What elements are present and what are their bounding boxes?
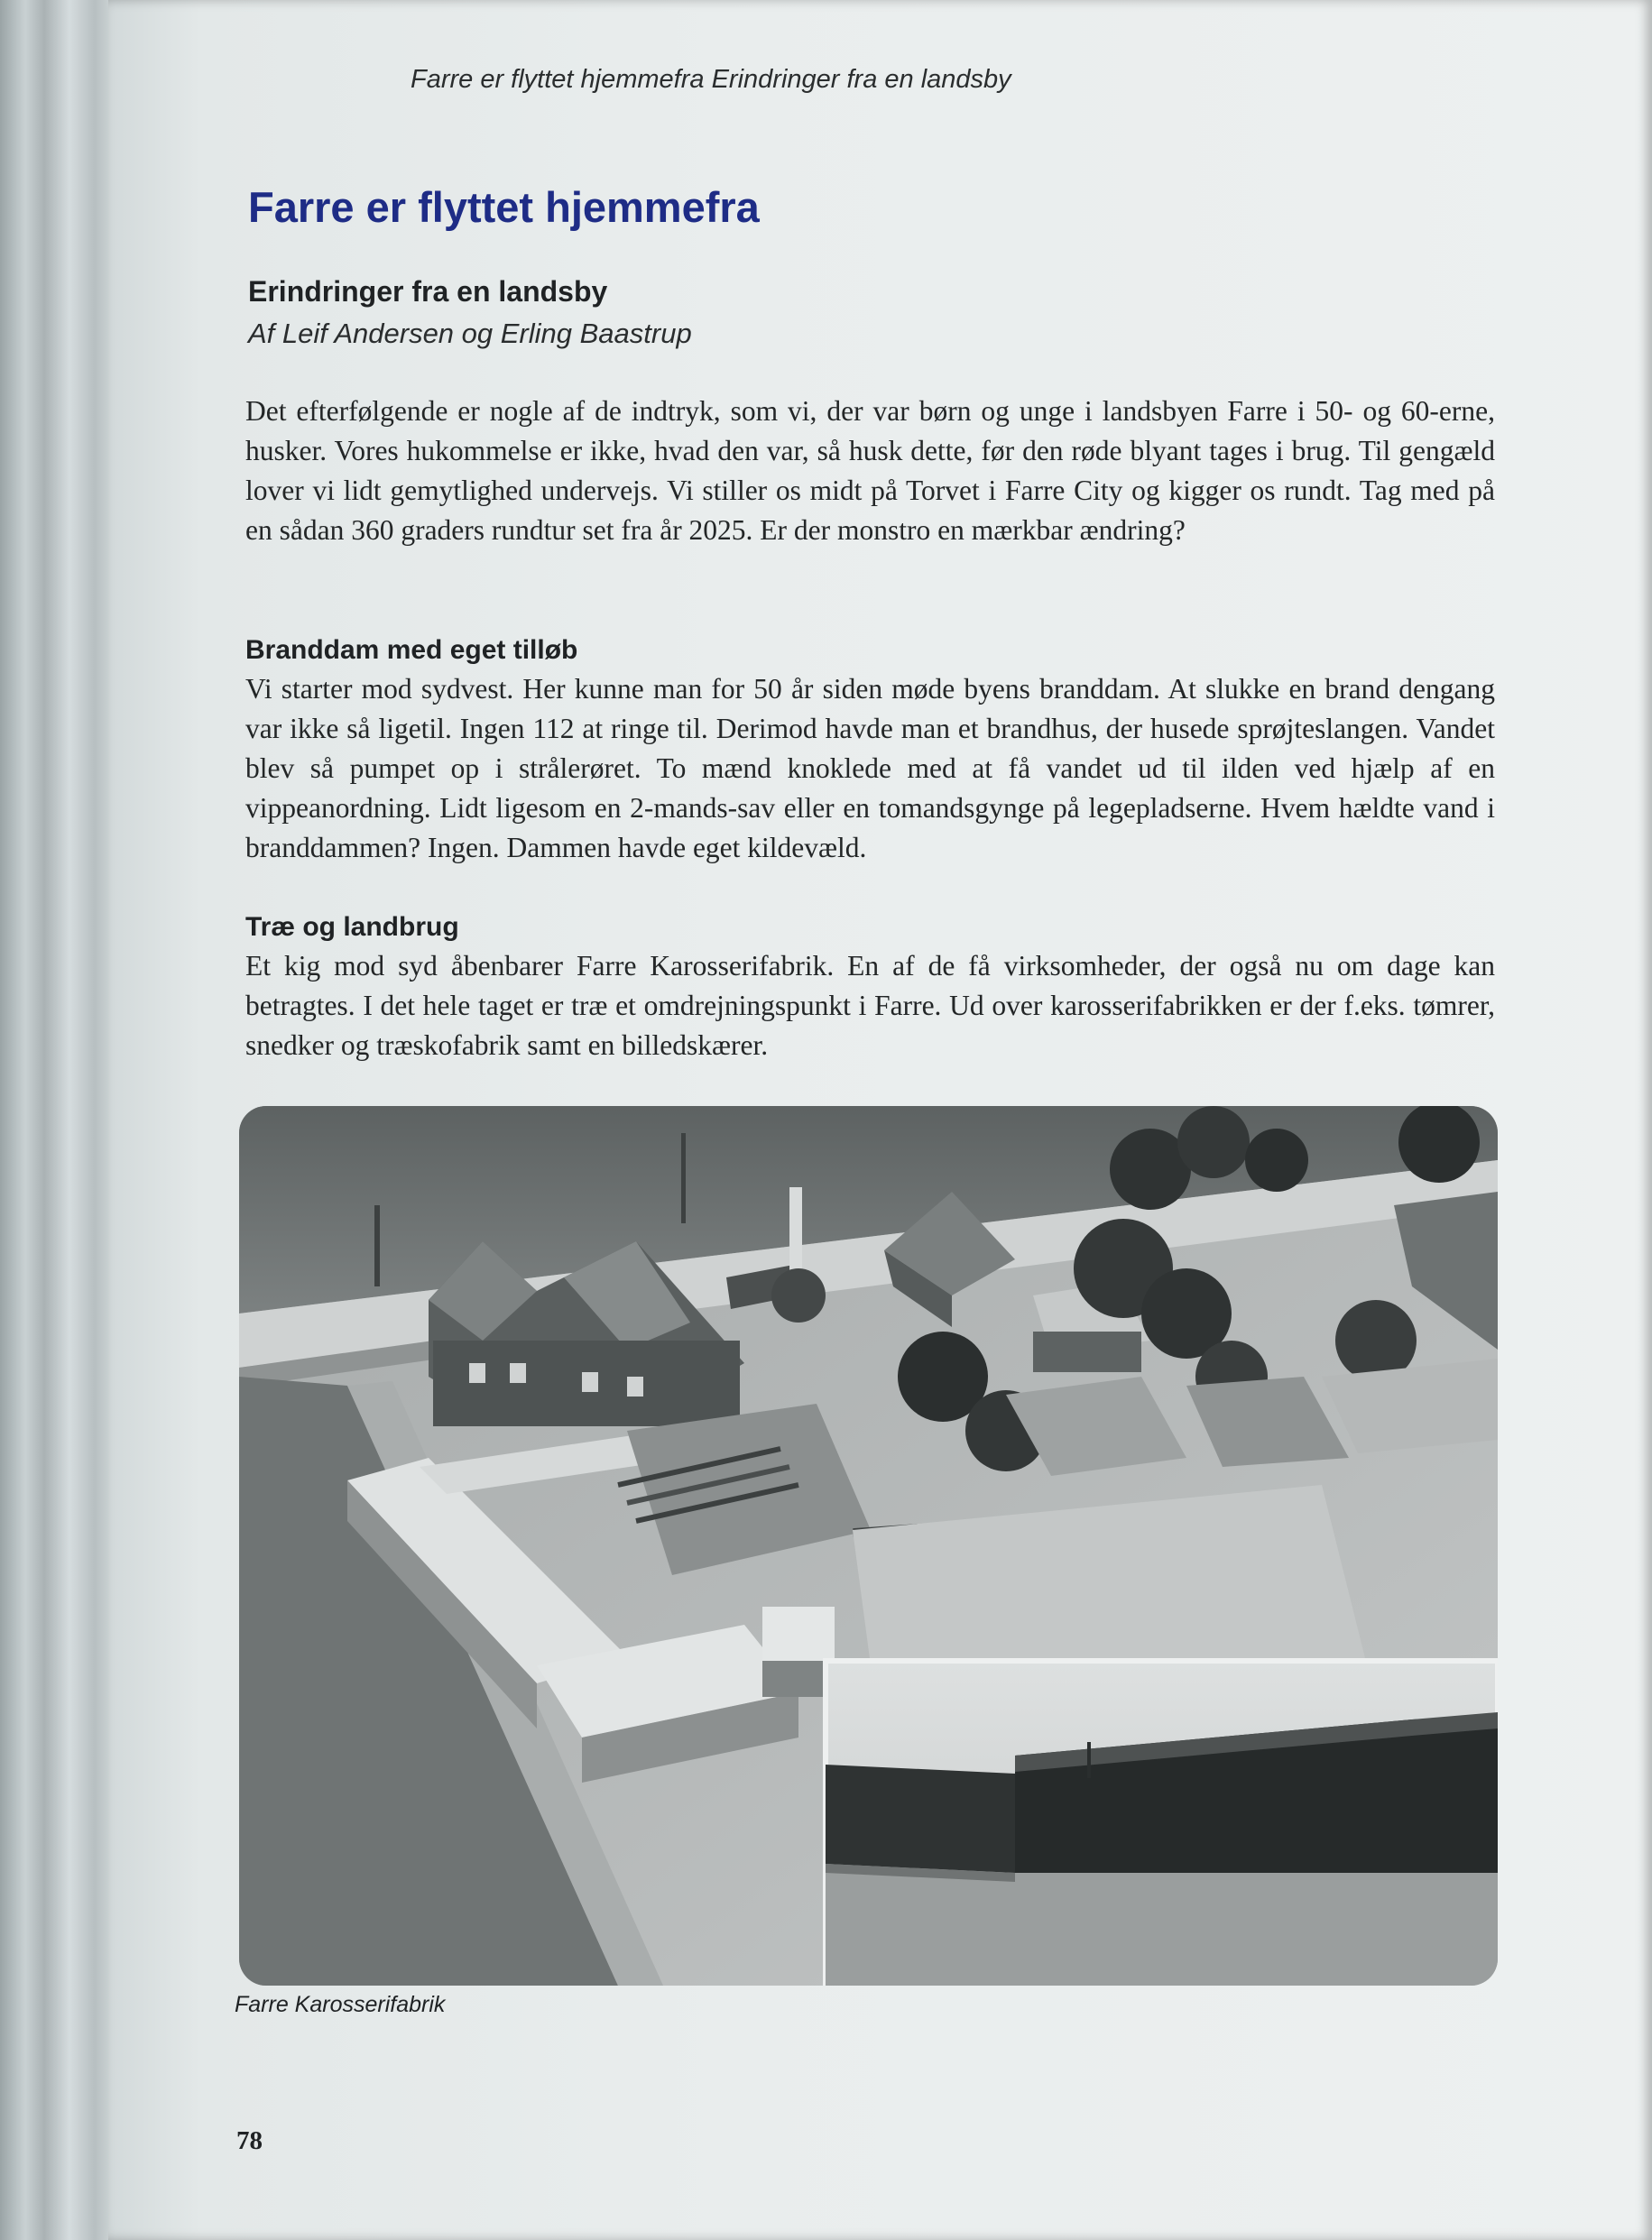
article-subtitle: Erindringer fra en landsby bbox=[248, 275, 608, 308]
running-head: Farre er flyttet hjemmefra Erindringer fra en landsby bbox=[411, 65, 1011, 94]
section-heading-branddam: Branddam med eget tilløb bbox=[245, 635, 578, 665]
inset-photo bbox=[826, 1661, 1498, 1986]
article-title: Farre er flyttet hjemmefra bbox=[248, 183, 760, 231]
section-body-trae: Et kig mod syd åbenbarer Farre Karosserifabrik. En af de få virksomheder, der også nu om dage kan betragtes. I det hele taget er træ et omdrejningspunkt i Farre. Ud over karosserifabrikken er der f.eks. tømrer, snedker og træskofabrik samt en billedskærer. bbox=[245, 950, 1495, 1061]
aerial-photo-illustration bbox=[239, 1106, 1498, 1986]
page-edges bbox=[0, 0, 126, 2240]
intro-paragraph: Det efterfølgende er nogle af de indtryk, som vi, der var børn og unge i landsbyen Farre i 50- og 60-erne, husker. Vores hukommelse er ikke, hvad den var, så husk dette, før den røde blyant tages i brug. Til gengæld lover vi lidt gemytlighed undervejs. Vi stiller os midt på Torvet i Farre City og kigger os rundt. Tag med på en sådan 360 graders rundtur set fra år 2025. Er der monstro en mærkbar ændring? bbox=[245, 395, 1495, 546]
section-body-branddam: Vi starter mod sydvest. Her kunne man for 50 år siden møde byens branddam. At slukke en brand dengang var ikke så ligetil. Ingen 112 at ringe til. Derimod havde man et brandhus, der husede sprøjteslangen. Vandet blev så pumpet op i strålerøret. To mænd knoklede med at få vandet ud til ilden ved hjælp af en vippeanordning. Lidt ligesom en 2-mands-sav eller en tomandsgynge på legepladserne. Hvem hældte vand i branddammen? Ingen. Dammen havde eget kildevæld. bbox=[245, 673, 1495, 863]
article-byline: Af Leif Andersen og Erling Baastrup bbox=[248, 318, 692, 349]
section-heading-trae: Træ og landbrug bbox=[245, 912, 459, 942]
page-number: 78 bbox=[236, 2126, 263, 2155]
photo-caption: Farre Karosserifabrik bbox=[235, 1992, 446, 2017]
karosserifabrik-photo bbox=[239, 1106, 1498, 1986]
